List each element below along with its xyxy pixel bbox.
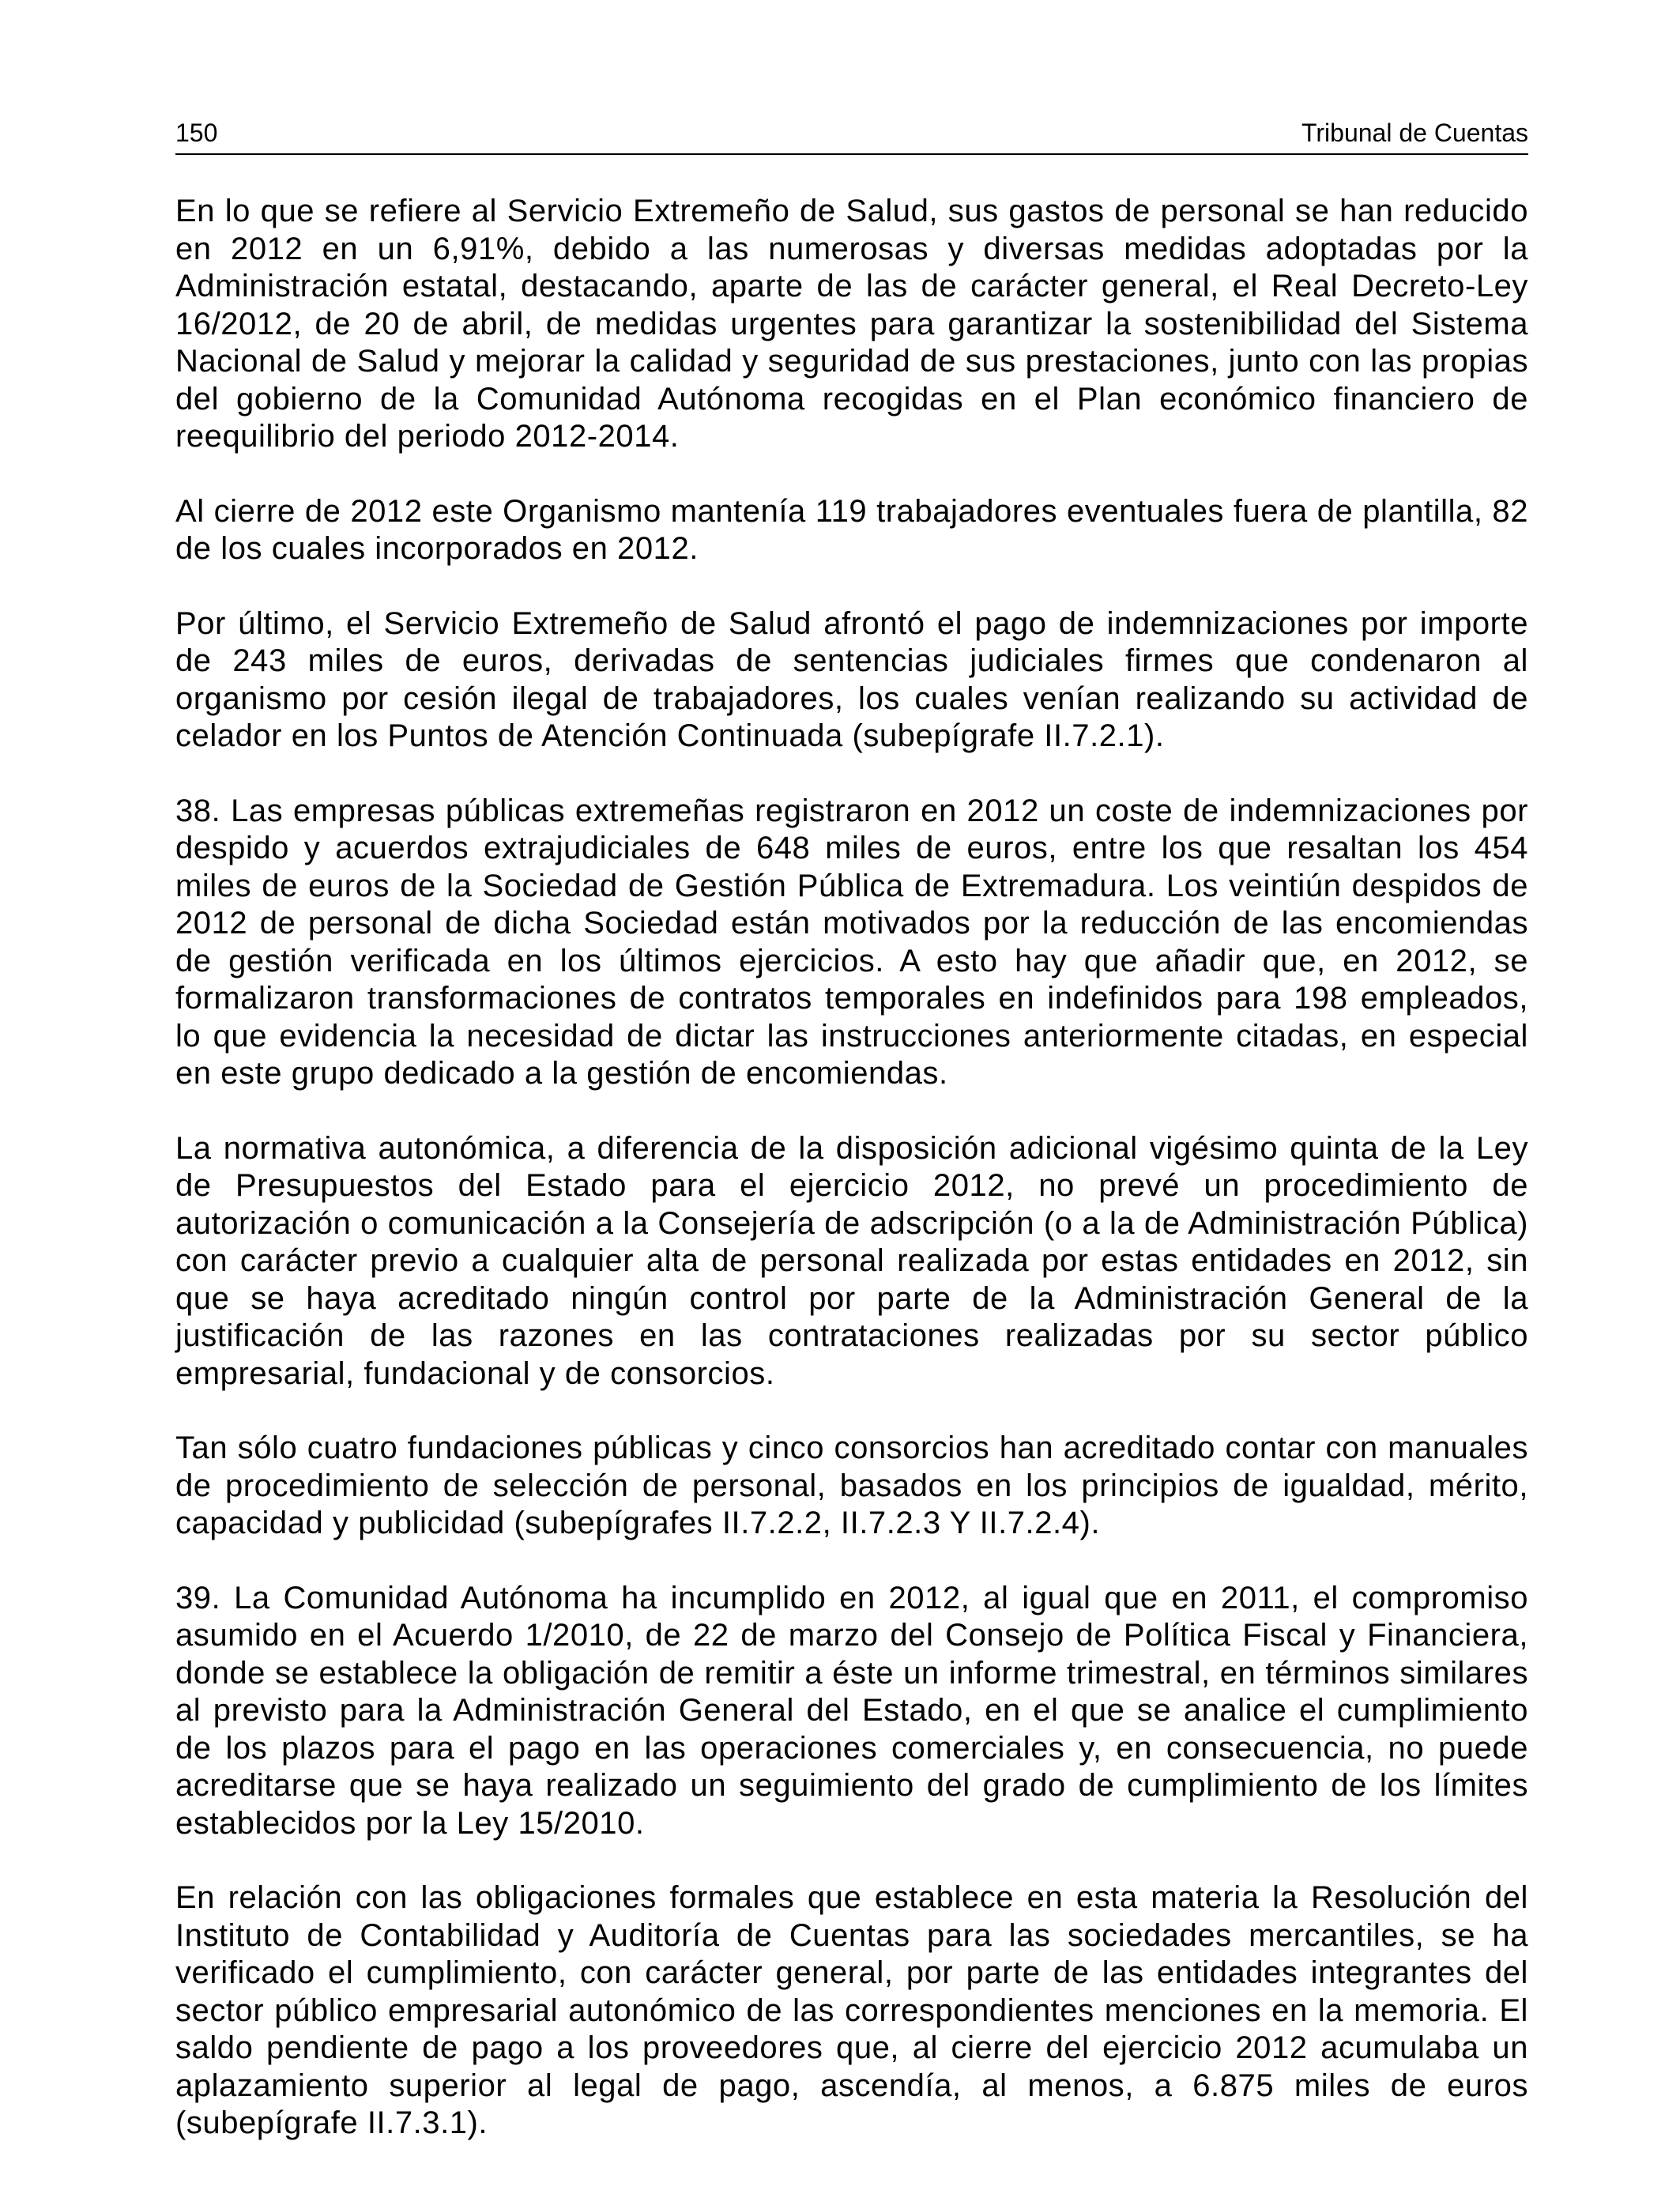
paragraph-obligaciones-formales: En relación con las obligaciones formales que establece en esta materia la Resolución del Instituto de Contabilidad y Auditoría de Cuentas para las sociedades mercantiles, se ha verificado el cumplimiento, con carácter general, por parte de las entidades integrantes del sector público empresarial autonómico de las correspondientes menciones en la memoria. El saldo pendiente de pago a los proveedores que, al cierre del ejercicio 2012 acumulaba un aplazamiento superior al legal de pago, ascendía, al menos, a 6.875 miles de euros (subepígrafe II.7.3.1). [175,1880,1528,2140]
paragraph-39-comunidad-autonoma: 39. La Comunidad Autónoma ha incumplido en 2012, al igual que en 2011, el compromiso asumido en el Acuerdo 1/2010, de 22 de marzo del Consejo de Política Fiscal y Financiera, donde se establece la obligación de remitir a éste un informe trimestral, en términos similares al previsto para la Administración General del Estado, en el que se analice el cumplimiento de los plazos para el pago en las operaciones comerciales y, en consecuencia, no puede acreditarse que se haya realizado un seguimiento del grado de cumplimiento de los límites establecidos por la Ley 15/2010. [175,1580,1528,1841]
paragraph-indemnizaciones-sentencias: Por último, el Servicio Extremeño de Salud afrontó el pago de indemnizaciones por importe de 243 miles de euros, derivadas de sentencias judiciales firmes que condenaron al organismo por cesión ilegal de trabajadores, los cuales venían realizando su actividad de celador en los Puntos de Atención Continuada (subepígrafe II.7.2.1). [175,605,1528,753]
paragraph-38-empresas-publicas: 38. Las empresas públicas extremeñas registraron en 2012 un coste de indemnizaciones por despido y acuerdos extrajudiciales de 648 miles de euros, entre los que resaltan los 454 miles de euros de la Sociedad de Gestión Pública de Extremadura. Los veintiún despidos de 2012 de personal de dicha Sociedad están motivados por la reducción de las encomiendas de gestión verificada en los últimos ejercicios. A esto hay que añadir que, en 2012, se formalizaron transformaciones de contratos temporales en indefinidos para 198 empleados, lo que evidencia la necesidad de dictar las instrucciones anteriormente citadas, en especial en este grupo dedicado a la gestión de encomiendas. [175,793,1528,1091]
running-header [175,114,1528,155]
paragraph-normativa-autonomica: La normativa autonómica, a diferencia de la disposición adicional vigésimo quinta de la Ley de Presupuestos del Estado para el ejercicio 2012, no prevé un procedimiento de autorización o comunicación a la Consejería de adscripción (o a la de Administración Pública) con carácter previo a cualquier alta de personal realizada por estas entidades en 2012, sin que se haya acreditado ningún control por parte de la Administración General de la justificación de las razones en las contrataciones realizadas por su sector público empresarial, fundacional y de consorcios. [175,1130,1528,1391]
paragraph-trabajadores-eventuales: Al cierre de 2012 este Organismo mantenía 119 trabajadores eventuales fuera de plantilla, 82 de los cuales incorporados en 2012. [175,493,1528,566]
header-title: Tribunal de Cuentas [1301,119,1528,147]
page-number: 150 [175,119,218,147]
paragraph-fundaciones-consorcios: Tan sólo cuatro fundaciones públicas y cinco consorcios han acreditado contar con manuales de procedimiento de selección de personal, basados en los principios de igualdad, mérito, capacidad y publicidad (subepígrafes II.7.2.2, II.7.2.3 Y II.7.2.4). [175,1431,1528,1540]
paragraph-servicio-extremeno-gastos: En lo que se refiere al Servicio Extremeño de Salud, sus gastos de personal se han reducido en 2012 en un 6,91%, debido a las numerosas y diversas medidas adoptadas por la Administración estatal, destacando, aparte de las de carácter general, el Real Decreto-Ley 16/2012, de 20 de abril, de medidas urgentes para garantizar la sostenibilidad del Sistema Nacional de Salud y mejorar la calidad y seguridad de sus prestaciones, junto con las propias del gobierno de la Comunidad Autónoma recogidas en el Plan económico financiero de reequilibrio del periodo 2012-2014. [175,194,1528,454]
body-text [175,193,1528,2143]
document-page [175,114,1528,2143]
